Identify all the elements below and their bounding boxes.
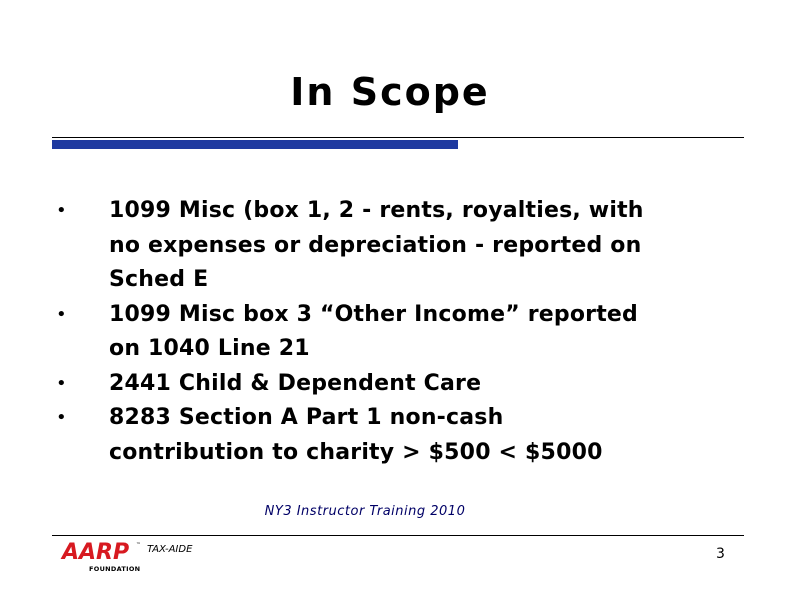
title-accent-bar <box>52 140 458 149</box>
aarp-tax-aide-logo <box>52 540 212 576</box>
aarp-wordmark: AARP <box>62 540 130 565</box>
bullet-line: 1099 Misc box 3 “Other Income” reported <box>109 301 639 327</box>
tax-aide-wordmark: TAX-AIDE <box>147 544 193 555</box>
bullet-marker: • <box>56 372 67 394</box>
footer-divider-line <box>52 535 744 536</box>
trademark-symbol: ™ <box>136 542 141 548</box>
footer-caption: NY3 Instructor Training 2010 <box>264 504 466 519</box>
bullet-marker: • <box>56 303 67 325</box>
bullet-line: 8283 Section A Part 1 non-cash <box>109 405 504 430</box>
bullet-marker: • <box>56 200 67 221</box>
bullet-line: contribution to charity > $500 < $5000 <box>109 439 603 465</box>
bullet-list <box>52 194 732 470</box>
title-divider-line <box>52 137 744 138</box>
slide-title: In Scope <box>290 70 490 114</box>
bullet-item-8283-noncash <box>52 401 732 470</box>
bullet-item-1099-misc-other-income <box>52 298 732 367</box>
bullet-marker: • <box>56 407 67 428</box>
bullet-line: 2441 Child & Dependent Care <box>109 370 482 396</box>
bullet-item-1099-misc-rents <box>52 194 732 298</box>
bullet-line: no expenses or depreciation - reported on <box>109 232 642 258</box>
bullet-line: on 1040 Line 21 <box>109 336 310 361</box>
bullet-line: 1099 Misc (box 1, 2 - rents, royalties, with <box>109 198 644 223</box>
bullet-line: Sched E <box>109 267 209 292</box>
page-number: 3 <box>716 546 725 562</box>
bullet-item-2441-child-care <box>52 367 732 402</box>
foundation-label: FOUNDATION <box>89 565 141 573</box>
